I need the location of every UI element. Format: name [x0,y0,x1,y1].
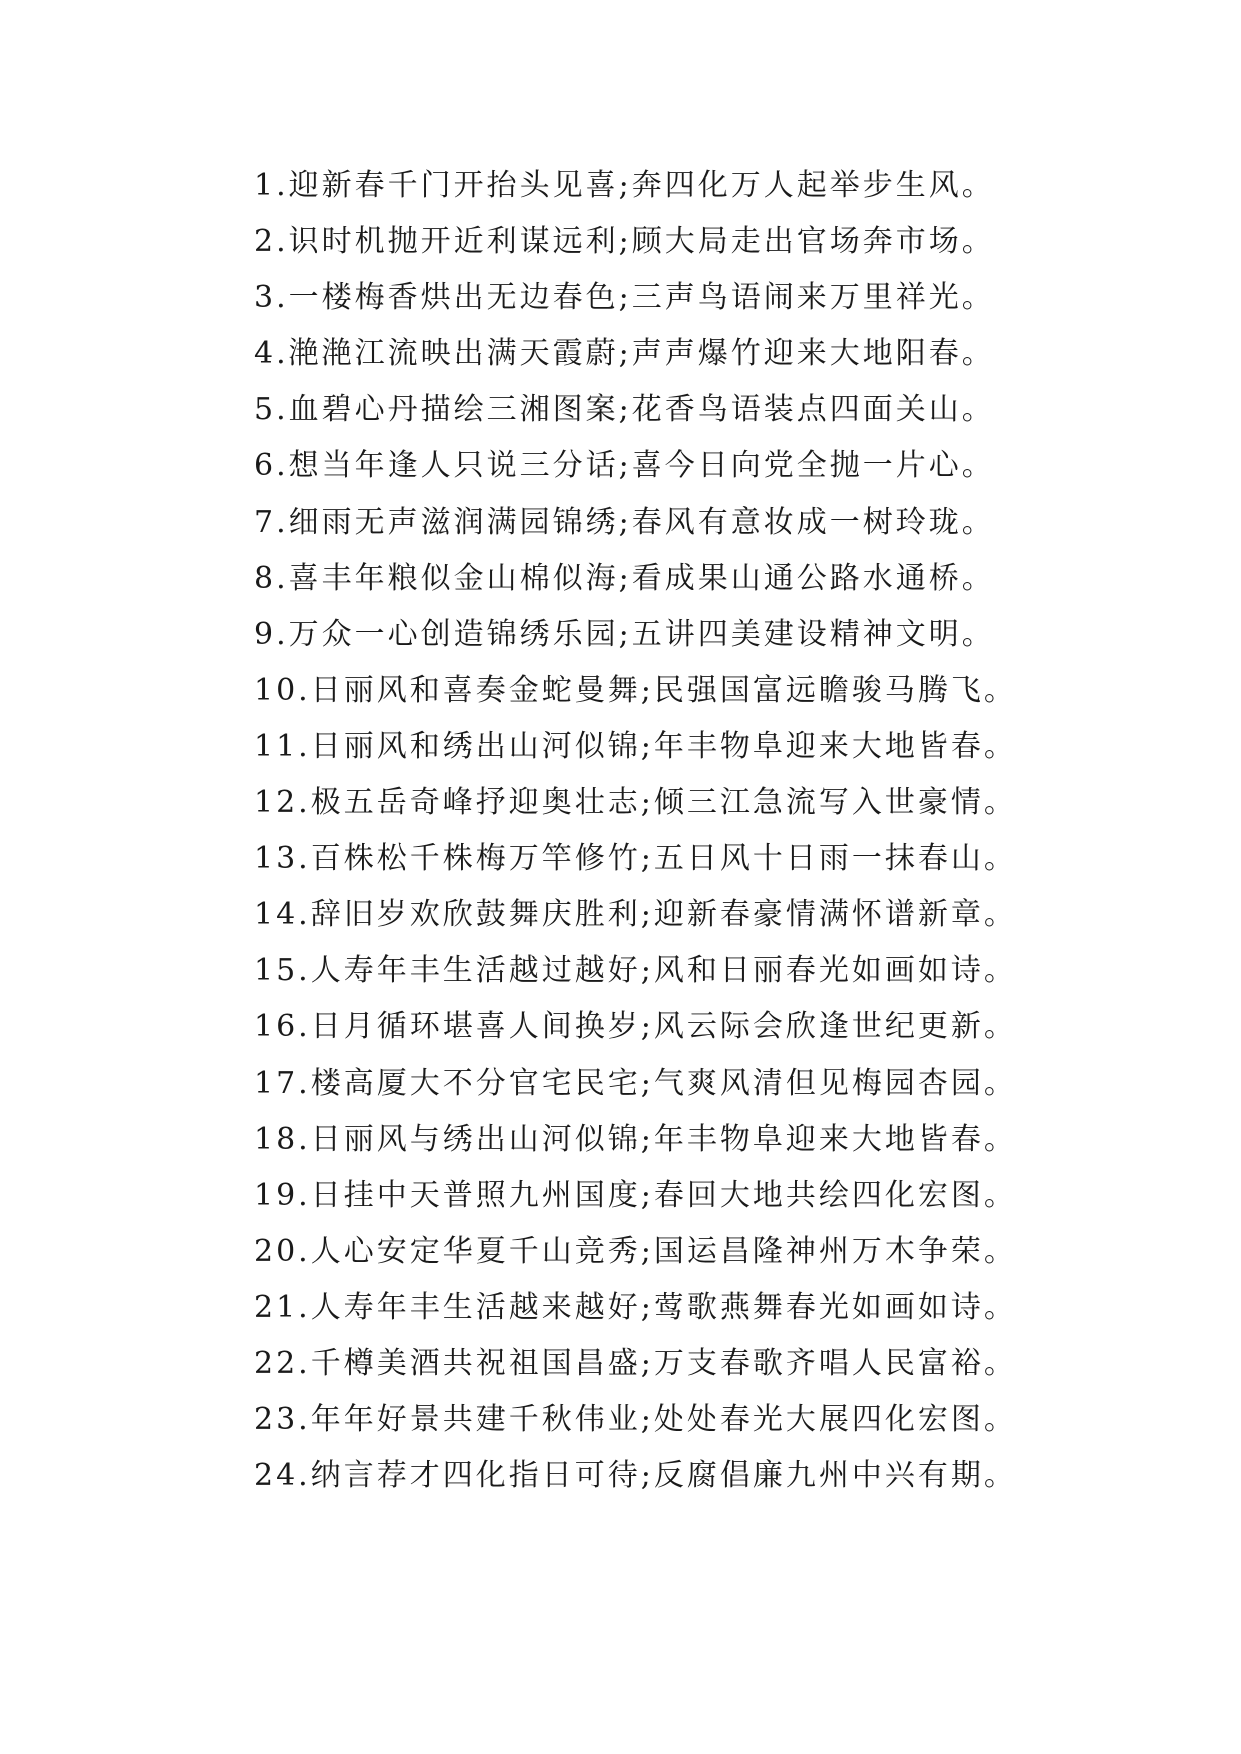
couplet-line: 20.人心安定华夏千山竞秀;国运昌隆神州万木争荣。 [254,1233,1017,1269]
couplet-line: 11.日丽风和绣出山河似锦;年丰物阜迎来大地皆春。 [254,728,1017,764]
couplet-line: 16.日月循环堪喜人间换岁;风云际会欣逢世纪更新。 [254,1009,1017,1045]
couplet-line: 7.细雨无声滋润满园锦绣;春风有意妆成一树玲珑。 [254,504,995,540]
couplet-line: 13.百株松千株梅万竿修竹;五日风十日雨一抹春山。 [254,841,1017,877]
couplet-line: 17.楼高厦大不分官宅民宅;气爽风清但见梅园杏园。 [254,1065,1017,1101]
couplet-line: 1.迎新春千门开抬头见喜;奔四化万人起举步生风。 [254,168,995,203]
couplet-line: 21.人寿年丰生活越来越好;莺歌燕舞春光如画如诗。 [254,1289,1017,1325]
couplet-line: 19.日挂中天普照九州国度;春回大地共绘四化宏图。 [254,1177,1017,1213]
couplet-line: 5.血碧心丹描绘三湘图案;花香鸟语装点四面关山。 [254,392,995,428]
couplet-line: 18.日丽风与绣出山河似锦;年丰物阜迎来大地皆春。 [254,1121,1017,1157]
couplet-line: 22.千樽美酒共祝祖国昌盛;万支春歌齐唱人民富裕。 [254,1345,1017,1381]
couplet-line: 23.年年好景共建千秋伟业;处处春光大展四化宏图。 [254,1402,1017,1438]
couplet-line: 14.辞旧岁欢欣鼓舞庆胜利;迎新春豪情满怀谱新章。 [254,897,1017,933]
couplet-line: 3.一楼梅香烘出无边春色;三声鸟语闹来万里祥光。 [254,280,995,316]
couplet-line: 12.极五岳奇峰抒迎奥壮志;倾三江急流写入世豪情。 [254,785,1017,821]
couplet-line: 4.滟滟江流映出满天霞蔚;声声爆竹迎来大地阳春。 [254,336,995,372]
couplet-line: 10.日丽风和喜奏金蛇曼舞;民强国富远瞻骏马腾飞。 [254,672,1017,708]
couplet-list [254,158,1017,1504]
couplet-line: 2.识时机抛开近利谋远利;顾大局走出官场奔市场。 [254,224,995,260]
couplet-line: 9.万众一心创造锦绣乐园;五讲四美建设精神文明。 [254,616,995,652]
couplet-line: 15.人寿年丰生活越过越好;风和日丽春光如画如诗。 [254,953,1017,989]
couplet-line: 8.喜丰年粮似金山棉似海;看成果山通公路水通桥。 [254,560,995,596]
couplet-line: 24.纳言荐才四化指日可待;反腐倡廉九州中兴有期。 [254,1458,1017,1494]
couplet-line: 6.想当年逢人只说三分话;喜今日向党全抛一片心。 [254,448,995,484]
